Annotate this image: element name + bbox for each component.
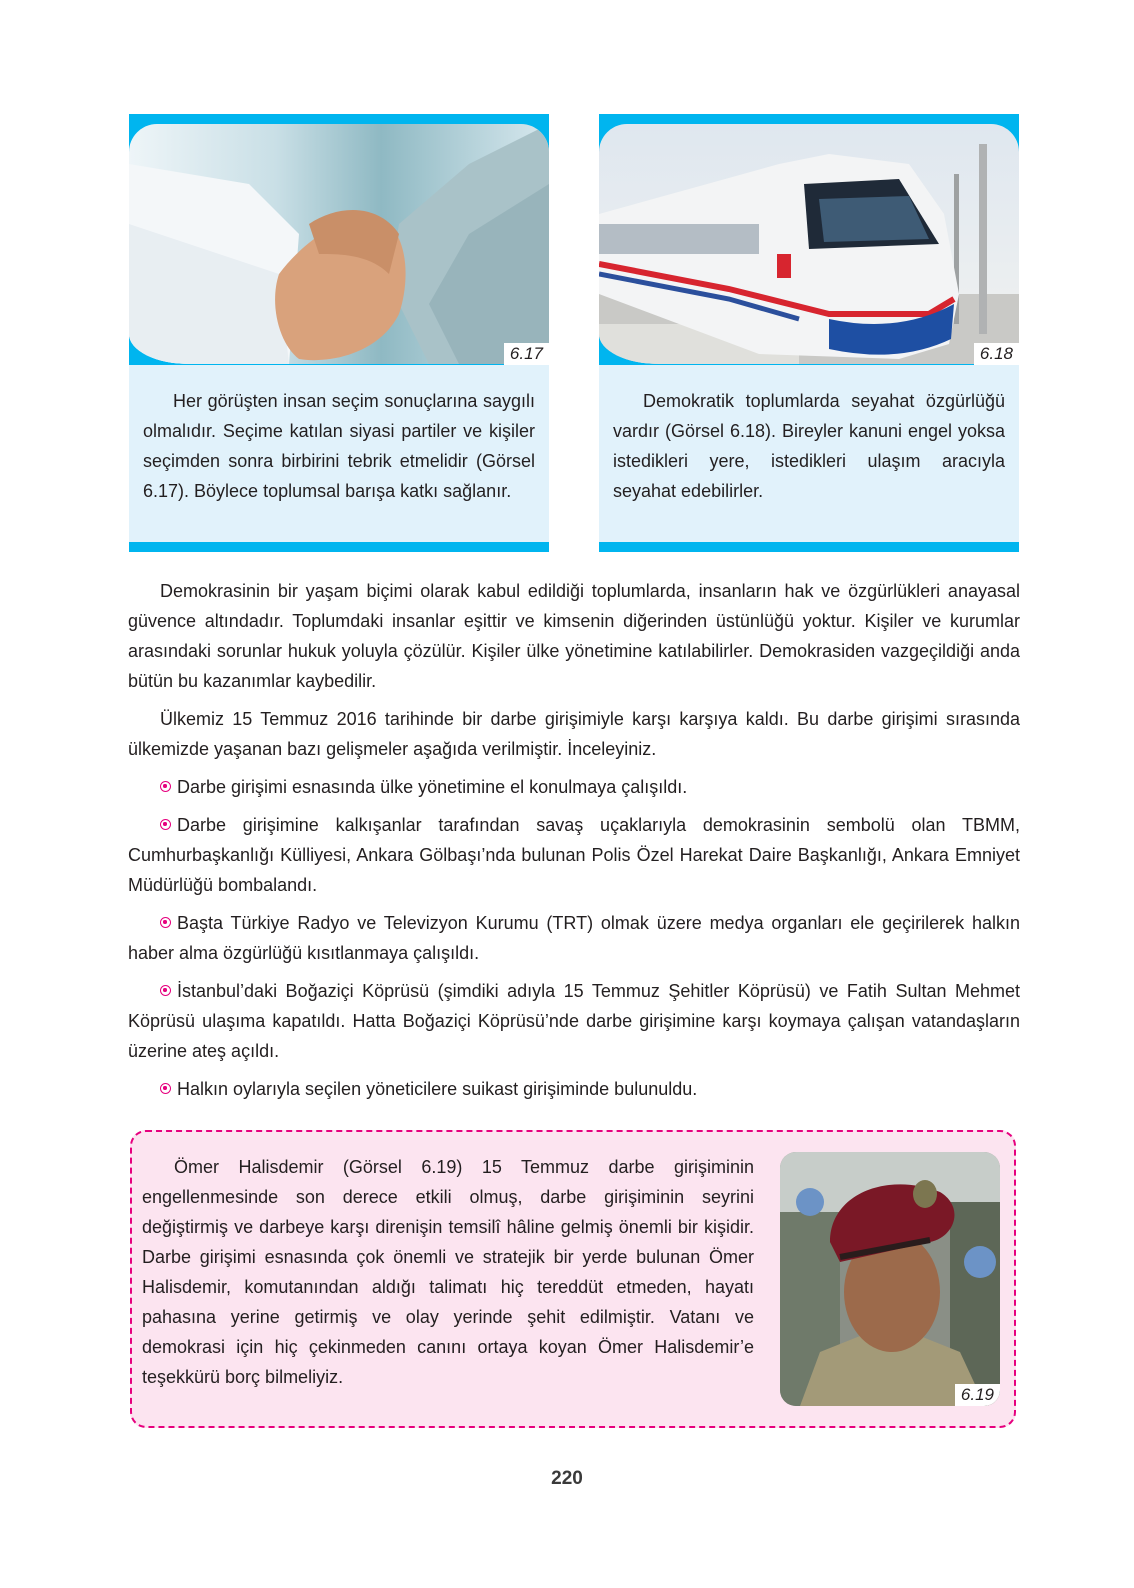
photo-frame — [599, 114, 1019, 365]
photo-frame — [129, 114, 549, 365]
main-text — [128, 576, 1020, 1112]
bullet-icon — [160, 985, 171, 996]
bullet-item — [128, 908, 1020, 968]
bottom-bar — [599, 542, 1019, 552]
train-photo — [599, 124, 1019, 364]
bottom-bar — [129, 542, 549, 552]
handshake-photo — [129, 124, 549, 364]
bullet-icon — [160, 1083, 171, 1094]
page-number: 220 — [551, 1468, 583, 1489]
figure-card-6-17 — [129, 114, 549, 552]
bullet-text: Başta Türkiye Radyo ve Televizyon Kurumu (TRT) olmak üzere medya organları ele geçirilerek halkın haber alma özgürlüğü kısıtlanmaya çalışıldı. — [128, 913, 1020, 963]
bullet-text: Darbe girişimi esnasında ülke yönetimine el konulmaya çalışıldı. — [177, 777, 688, 797]
bullet-icon — [160, 917, 171, 928]
bullet-text: Halkın oylarıyla seçilen yöneticilere suikast girişiminde bulunuldu. — [177, 1079, 698, 1099]
figure-label: 6.19 — [955, 1384, 1000, 1406]
bullet-item — [128, 1074, 1020, 1104]
figure-label: 6.17 — [504, 343, 549, 365]
bullet-item — [128, 810, 1020, 900]
figure-caption: Demokratik toplumlarda seyahat özgürlüğü vardır (Görsel 6.18). Bireyler kanuni engel yoksa istedikleri yere, istedikleri ulaşım aracıyla seyahat edebilirler. — [613, 391, 1005, 501]
bullet-icon — [160, 781, 171, 792]
figure-label: 6.18 — [974, 343, 1019, 365]
bullet-item — [128, 976, 1020, 1066]
paragraph: Ülkemiz 15 Temmuz 2016 tarihinde bir darbe girişimiyle karşı karşıya kaldı. Bu darbe girişimi sırasında ülkemizde yaşanan bazı gelişmeler aşağıda verilmiştir. İnceleyiniz. — [128, 709, 1020, 759]
bullet-text: İstanbul’daki Boğaziçi Köprüsü (şimdiki adıyla 15 Temmuz Şehitler Köprüsü) ve Fatih Sultan Mehmet Köprüsü ulaşıma kapatıldı. Hatta Boğaziçi Köprüsü’nde darbe girişimine karşı koymaya çalışan vatandaşların üzerine ateş açıldı. — [128, 981, 1020, 1061]
highlight-box — [130, 1130, 1016, 1428]
soldier-portrait-photo — [780, 1152, 1000, 1406]
bullet-icon — [160, 819, 171, 830]
highlight-text: Ömer Halisdemir (Görsel 6.19) 15 Temmuz darbe girişiminin engellenmesinde son derece etkili olmuş, darbe girişiminin seyrini değiştirmiş ve darbeye karşı direnişin temsilî hâline gelmiş önemli bir kişidir. Darbe girişimi esnasında çok önemli ve stratejik bir yerde bulunan Ömer Halisdemir, komutanından aldığı talimatı hiç tereddüt etmeden, hayatı pahasına yerine getirmiş ve olay yerinde şehit edilmiştir. Vatanı ve demokrasi için hiç çekinmeden canını ortaya koyan Ömer Halisdemir’e teşekkürü borç bilmeliyiz. — [142, 1157, 754, 1387]
figure-caption: Her görüşten insan seçim sonuçlarına saygılı olmalıdır. Seçime katılan siyasi partiler ve kişiler seçimden sonra birbirini tebrik etmelidir (Görsel 6.17). Böylece toplumsal barışa katkı sağlanır. — [143, 391, 535, 501]
bullet-item — [128, 772, 1020, 802]
figure-card-6-18 — [599, 114, 1019, 552]
bullet-text: Darbe girişimine kalkışanlar tarafından savaş uçaklarıyla demokrasinin sembolü olan TBMM, Cumhurbaşkanlığı Külliyesi, Ankara Gölbaşı’nda bulunan Polis Özel Harekat Daire Başkanlığı, Ankara Emniyet Müdürlüğü bombalandı. — [128, 815, 1020, 895]
paragraph: Demokrasinin bir yaşam biçimi olarak kabul edildiği toplumlarda, insanların hak ve özgürlükleri anayasal güvence altındadır. Toplumdaki insanlar eşittir ve kimsenin diğerinden üstünlüğü yoktur. Kişiler ve kurumlar arasındaki sorunlar hukuk yoluyla çözülür. Kişiler ülke yönetimine katılabilirler. Demokrasiden vazgeçildiği anda bütün bu kazanımlar kaybedilir. — [128, 581, 1020, 691]
